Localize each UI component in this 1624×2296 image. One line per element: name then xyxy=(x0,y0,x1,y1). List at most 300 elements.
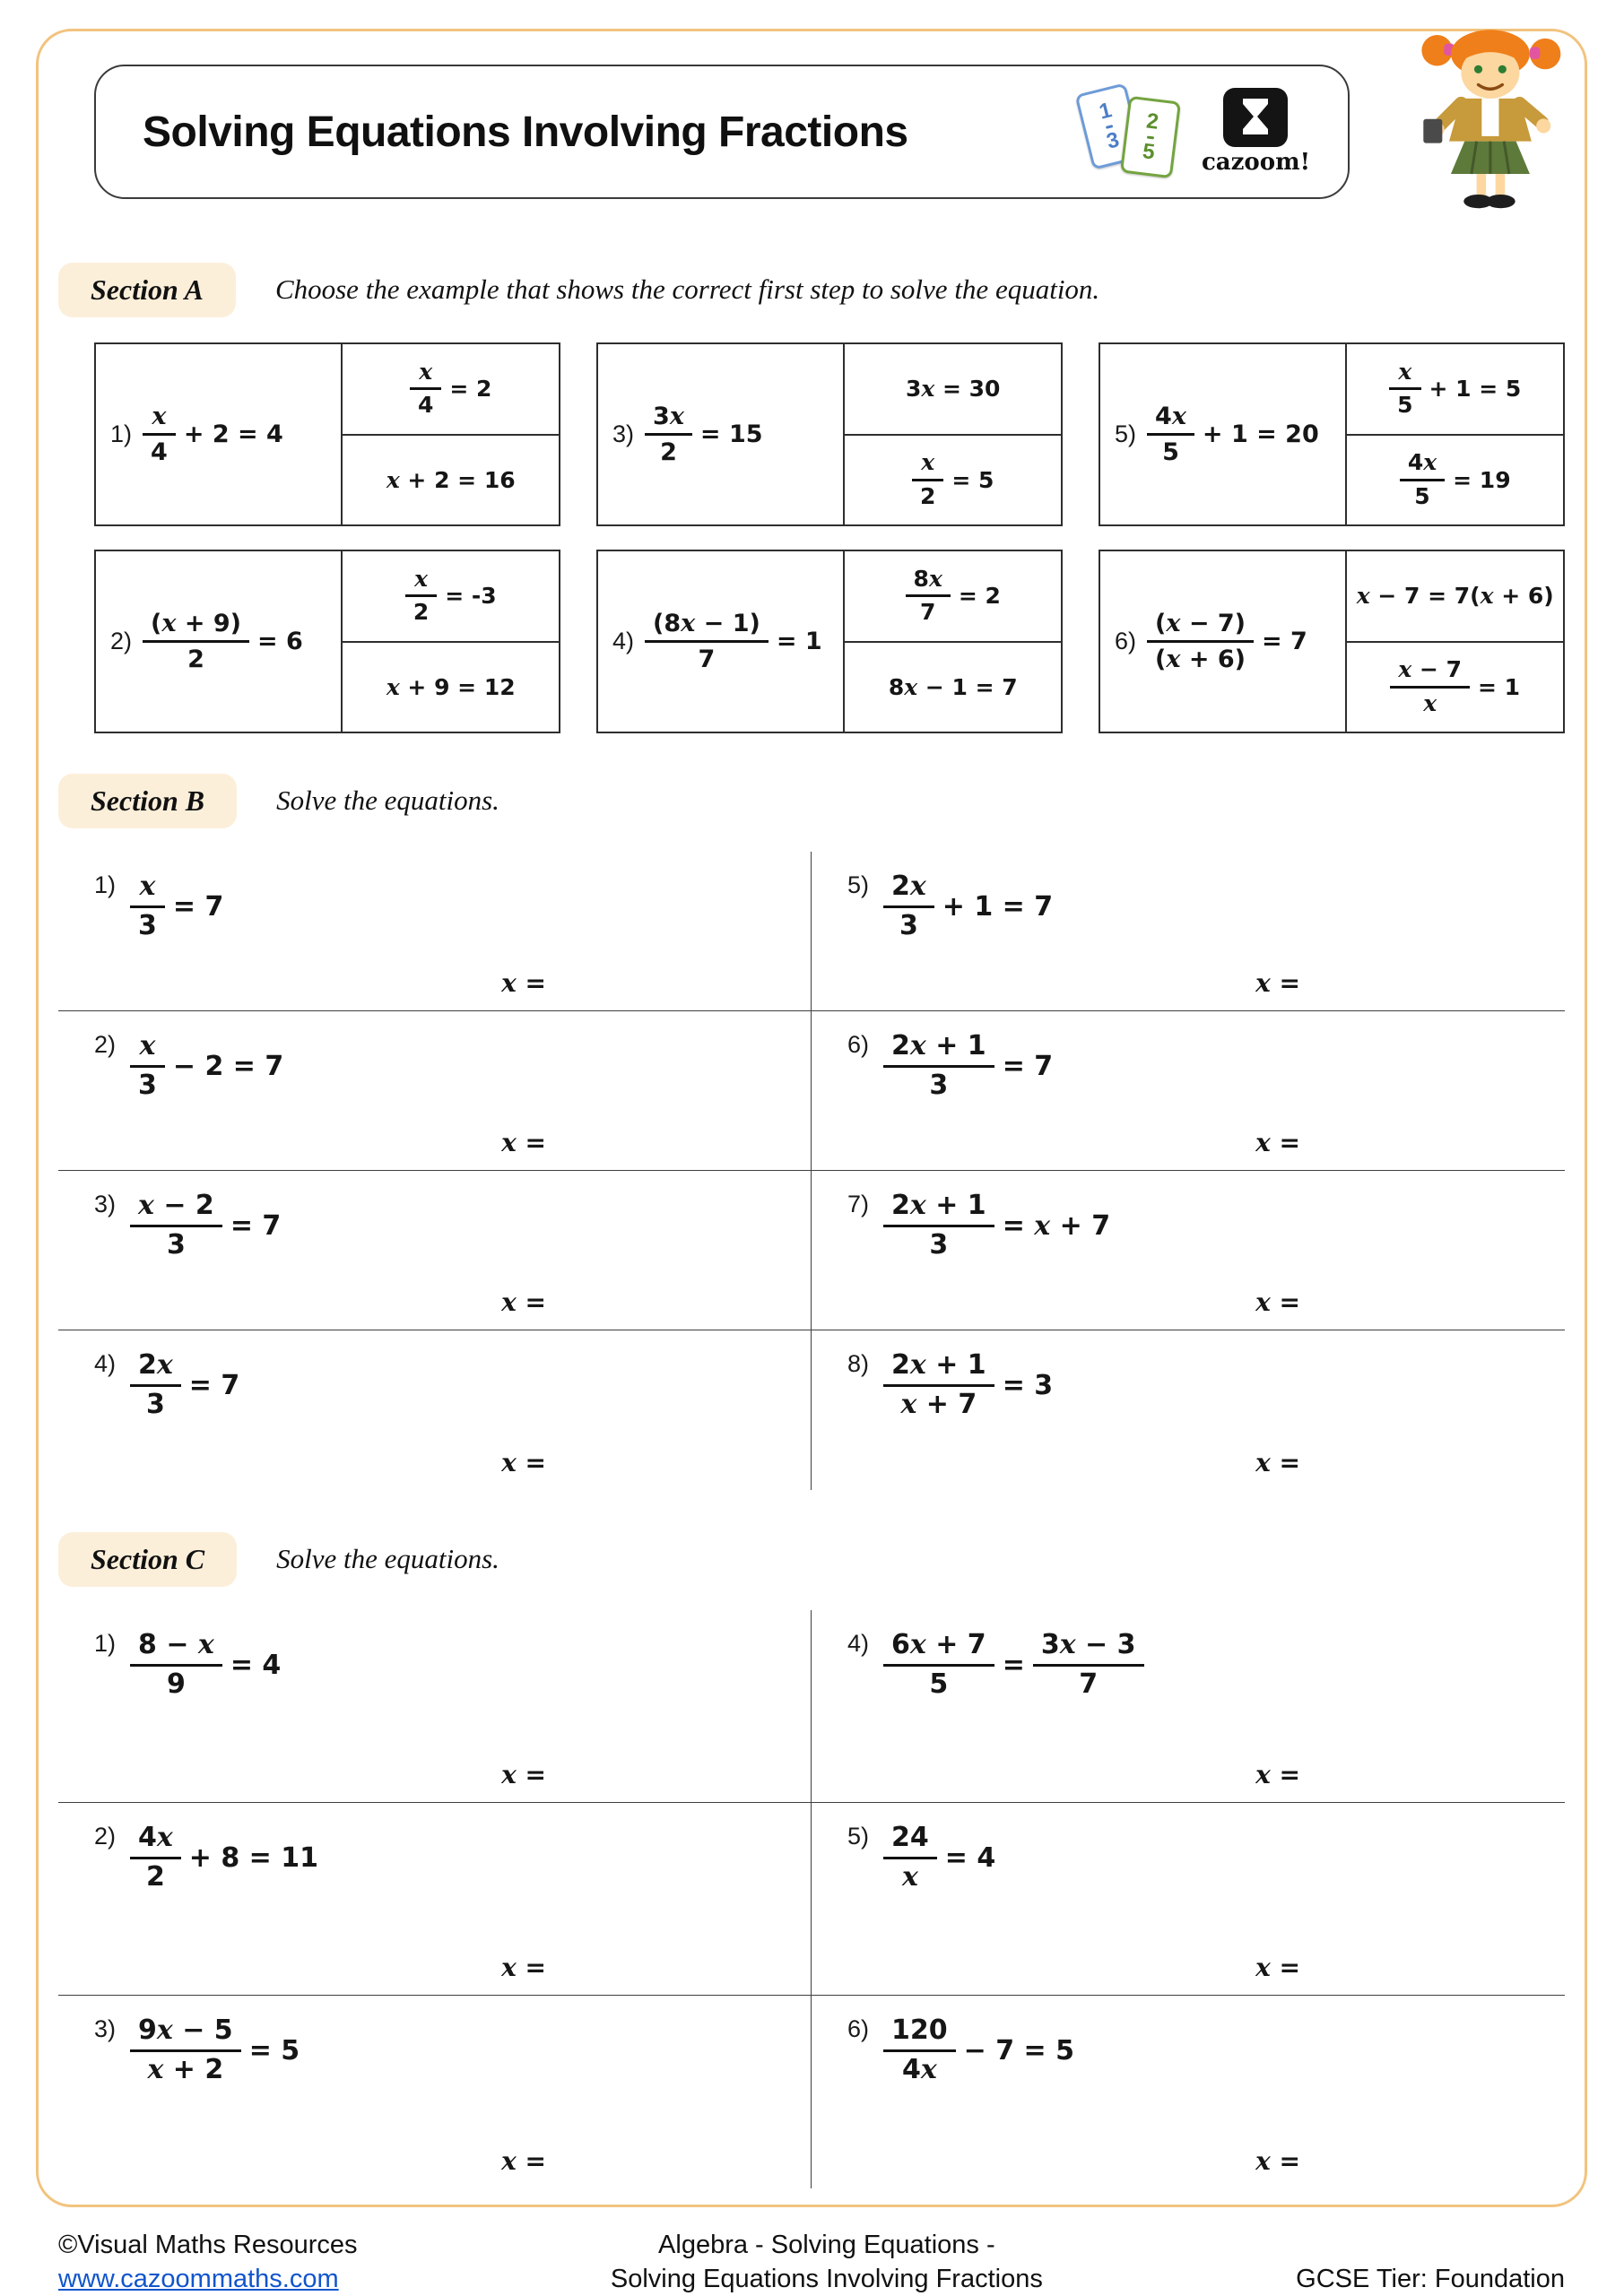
problem-equation xyxy=(883,1350,1053,1420)
math-text: x = xyxy=(1255,1760,1300,1789)
fraction-denominator: 4 xyxy=(151,438,168,466)
math-text: = 2 xyxy=(449,376,492,403)
solve-problem xyxy=(58,1330,812,1490)
fraction xyxy=(912,450,943,510)
math-text: = 5 xyxy=(951,466,994,493)
math-text: = 7 xyxy=(188,1369,240,1401)
problem-equation xyxy=(143,610,303,673)
fraction-numerator: 2x + 1 xyxy=(883,1191,994,1227)
section-b-header xyxy=(58,773,1565,828)
answer-blank xyxy=(94,1448,802,1477)
section-c xyxy=(58,1531,1565,2188)
solve-problem xyxy=(812,1171,1565,1330)
solve-problem xyxy=(812,1330,1565,1490)
answer-label xyxy=(501,1128,546,1157)
fraction-denominator: x + 2 xyxy=(147,2053,224,2085)
problem-statement xyxy=(1100,551,1345,732)
fraction-denominator: (x + 6) xyxy=(1155,645,1246,673)
problem-number: 7) xyxy=(847,1191,870,1217)
fraction-denominator: 7 xyxy=(1079,1668,1099,1700)
answer-label xyxy=(1255,1287,1300,1317)
fraction xyxy=(645,610,769,673)
fraction-denominator: 5 xyxy=(1162,438,1179,466)
answer-blank xyxy=(847,1760,1556,1789)
choice-problem xyxy=(1099,342,1565,526)
answer-blank xyxy=(94,1760,802,1789)
math-text: = x + 7 xyxy=(1002,1209,1111,1242)
answer-blank xyxy=(847,968,1556,998)
fraction xyxy=(1389,360,1420,420)
math-text: = 7 xyxy=(172,890,224,923)
problem-number: 2) xyxy=(94,1031,117,1058)
problem-equation xyxy=(883,2015,1074,2085)
fraction-numerator: x − 7 xyxy=(1390,657,1470,689)
problem-number: 2) xyxy=(110,628,133,654)
fraction xyxy=(130,871,165,941)
math-text: = 19 xyxy=(1453,466,1511,493)
fraction-denominator: 2 xyxy=(920,482,936,509)
answer-options xyxy=(341,344,559,524)
card1-numerator: 1 xyxy=(1096,98,1115,125)
fraction-denominator: 2 xyxy=(187,645,204,673)
problem-equation xyxy=(130,1191,281,1261)
problem-statement xyxy=(94,868,802,941)
fraction xyxy=(405,567,437,627)
card1-denominator: 3 xyxy=(1104,126,1122,154)
fraction-denominator: x xyxy=(901,1860,918,1893)
math-text: = 7 xyxy=(1262,628,1307,655)
problem-statement xyxy=(94,1027,802,1101)
problem-equation xyxy=(130,871,223,941)
answer-option xyxy=(1347,551,1563,641)
fraction-numerator: x xyxy=(143,403,176,436)
option-equation xyxy=(1357,583,1554,609)
math-text: = 2 xyxy=(958,583,1001,610)
problem-number: 3) xyxy=(94,2015,117,2042)
problem-equation xyxy=(130,1350,239,1420)
fraction-numerator: 3x − 3 xyxy=(1033,1630,1144,1667)
solve-problem xyxy=(812,852,1565,1011)
problem-equation xyxy=(883,1823,995,1893)
fraction xyxy=(143,610,249,673)
math-text: 3x = 30 xyxy=(905,376,1001,403)
answer-label xyxy=(501,1953,546,1982)
math-text: = 1 xyxy=(1478,673,1521,700)
fraction-denominator: 3 xyxy=(929,1069,949,1101)
answer-option xyxy=(845,551,1061,641)
answer-option xyxy=(1347,641,1563,732)
answer-label xyxy=(1255,2146,1300,2176)
cazoom-logo xyxy=(1202,88,1310,176)
choice-problem xyxy=(94,550,560,733)
solve-problem xyxy=(58,1011,812,1171)
math-text: = xyxy=(1002,1649,1025,1681)
problem-equation xyxy=(130,1630,281,1700)
answer-label xyxy=(1255,1953,1300,1982)
math-text: x − 7 = 7(x + 6) xyxy=(1356,583,1554,610)
problem-statement xyxy=(1100,344,1345,524)
footer-center xyxy=(611,2229,1043,2296)
solve-problem xyxy=(812,1803,1565,1996)
fraction xyxy=(1147,610,1254,673)
fraction-numerator: 2x + 1 xyxy=(883,1031,994,1068)
problem-equation xyxy=(130,1823,318,1893)
problem-number: 3) xyxy=(612,420,635,447)
fraction-numerator: x − 2 xyxy=(130,1191,222,1227)
problem-statement xyxy=(94,2012,802,2085)
choice-problem xyxy=(1099,550,1565,733)
problem-equation xyxy=(883,871,1053,941)
cazoom-logo-text: cazoom! xyxy=(1201,149,1310,176)
solve-problem xyxy=(812,1011,1565,1171)
solve-problem xyxy=(812,1610,1565,1803)
fraction-numerator: 24 xyxy=(883,1823,937,1859)
cazoom-logo-icon xyxy=(1223,88,1288,147)
fraction xyxy=(883,2015,956,2085)
math-text: + 2 = 4 xyxy=(183,420,283,448)
problem-number: 1) xyxy=(94,1630,117,1657)
math-text: x = xyxy=(1255,968,1300,998)
problem-equation xyxy=(645,403,763,466)
fraction xyxy=(883,1630,994,1700)
math-text: = 7 xyxy=(230,1209,282,1242)
section-b-problem-grid xyxy=(58,852,1565,1490)
option-equation xyxy=(405,567,497,627)
section-b-label: Section B xyxy=(58,774,237,828)
math-text: − 2 = 7 xyxy=(172,1050,284,1082)
math-text: = 4 xyxy=(230,1649,282,1681)
problem-statement xyxy=(847,868,1556,941)
answer-option xyxy=(343,551,559,641)
problem-statement xyxy=(94,1187,802,1261)
footer-left xyxy=(58,2229,358,2296)
title-icons xyxy=(1083,88,1310,176)
fraction-numerator: x xyxy=(410,360,441,391)
math-text: = 15 xyxy=(699,420,763,448)
problem-number: 6) xyxy=(847,1031,870,1058)
fraction-denominator: 2 xyxy=(413,599,430,626)
answer-blank xyxy=(94,1128,802,1157)
fraction-denominator: 5 xyxy=(929,1668,949,1700)
problem-number: 5) xyxy=(847,1823,870,1850)
section-b-instruction: Solve the equations. xyxy=(276,784,499,816)
math-text: = -3 xyxy=(445,583,497,610)
answer-options xyxy=(843,551,1061,732)
problem-statement xyxy=(847,1626,1556,1700)
fraction xyxy=(883,1191,994,1261)
fraction xyxy=(883,871,934,941)
answer-blank xyxy=(847,1128,1556,1157)
section-b xyxy=(58,773,1565,1490)
problem-statement xyxy=(847,1027,1556,1101)
problem-statement xyxy=(96,551,341,732)
solve-problem xyxy=(812,1996,1565,2188)
answer-blank xyxy=(94,1287,802,1317)
answer-label xyxy=(1255,1128,1300,1157)
copyright-text: ©Visual Maths Resources xyxy=(58,2231,358,2259)
problem-number: 3) xyxy=(94,1191,117,1217)
footer xyxy=(58,2229,1565,2296)
section-a xyxy=(58,262,1565,733)
footer-topic-line2: Solving Equations Involving Fractions xyxy=(610,2264,1043,2293)
answer-options xyxy=(1345,344,1563,524)
math-text: x = xyxy=(501,2146,546,2176)
answer-options xyxy=(843,344,1061,524)
fraction-denominator: 3 xyxy=(929,1228,949,1261)
fraction xyxy=(143,403,176,466)
math-text: x = xyxy=(1255,1448,1300,1477)
fraction-denominator: 4 xyxy=(418,392,434,419)
answer-option xyxy=(343,434,559,525)
problem-statement xyxy=(96,344,341,524)
fraction-numerator: (x + 9) xyxy=(143,610,249,643)
option-equation xyxy=(1400,450,1511,510)
page-title: Solving Equations Involving Fractions xyxy=(143,108,908,156)
fraction-numerator: 8 − x xyxy=(130,1630,222,1667)
fraction-numerator: 2x xyxy=(883,871,934,908)
answer-blank xyxy=(847,2146,1556,2176)
math-text: + 1 = 7 xyxy=(942,890,1054,923)
problem-number: 6) xyxy=(847,2015,870,2042)
math-text: x + 2 = 16 xyxy=(386,466,516,493)
fraction xyxy=(130,1031,165,1101)
section-a-problem-grid xyxy=(94,342,1565,733)
fraction-numerator: x xyxy=(912,450,943,481)
answer-options xyxy=(341,551,559,732)
fraction xyxy=(410,360,441,420)
fraction xyxy=(883,1031,994,1101)
fraction-numerator: 8x xyxy=(906,567,951,598)
problem-statement xyxy=(847,2012,1556,2085)
fraction xyxy=(130,1823,181,1893)
fraction-numerator: 4x xyxy=(1147,403,1194,436)
answer-label xyxy=(501,1448,546,1477)
problem-number: 5) xyxy=(1115,420,1137,447)
solve-problem xyxy=(58,1803,812,1996)
math-text: = 7 xyxy=(1002,1050,1054,1082)
title-box xyxy=(94,65,1350,199)
problem-statement xyxy=(598,551,843,732)
math-text: x = xyxy=(1255,1128,1300,1157)
answer-option xyxy=(845,434,1061,525)
answer-label xyxy=(501,1287,546,1317)
option-equation xyxy=(1389,360,1521,420)
answer-option xyxy=(1347,434,1563,525)
problem-number: 4) xyxy=(94,1350,117,1377)
fraction-denominator: 3 xyxy=(138,1069,157,1101)
fraction-numerator: 6x + 7 xyxy=(883,1630,994,1667)
problem-equation xyxy=(1147,403,1319,466)
fraction-numerator: 120 xyxy=(883,2015,956,2052)
answer-option xyxy=(343,641,559,732)
fraction-denominator: 9 xyxy=(166,1668,186,1700)
problem-number: 1) xyxy=(110,420,133,447)
math-text: 8x − 1 = 7 xyxy=(888,673,1018,700)
fraction xyxy=(1033,1630,1144,1700)
math-text: = 3 xyxy=(1002,1369,1054,1401)
answer-label xyxy=(501,1760,546,1789)
option-equation xyxy=(889,674,1018,700)
problem-equation xyxy=(1147,610,1307,673)
answer-label xyxy=(501,968,546,998)
problem-statement xyxy=(94,1626,802,1700)
math-text: = 4 xyxy=(944,1841,996,1874)
fraction xyxy=(130,2015,241,2085)
fraction xyxy=(130,1630,222,1700)
answer-option xyxy=(343,344,559,434)
math-text: x = xyxy=(501,1760,546,1789)
fraction-denominator: 3 xyxy=(138,909,157,941)
answer-label xyxy=(501,2146,546,2176)
fraction-denominator: 4x xyxy=(901,2053,937,2085)
option-equation xyxy=(912,450,994,510)
problem-statement xyxy=(847,1819,1556,1893)
problem-equation xyxy=(883,1630,1143,1700)
math-text: + 8 = 11 xyxy=(188,1841,319,1874)
problem-statement xyxy=(847,1347,1556,1420)
fraction xyxy=(906,567,951,627)
answer-label xyxy=(1255,1760,1300,1789)
fraction-numerator: x xyxy=(405,567,437,598)
fraction-numerator: 9x − 5 xyxy=(130,2015,241,2052)
fraction xyxy=(1390,657,1470,717)
option-equation xyxy=(906,567,1001,627)
option-equation xyxy=(1390,657,1520,717)
answer-blank xyxy=(94,2146,802,2176)
math-text: + 1 = 20 xyxy=(1202,420,1319,448)
math-text: x = xyxy=(1255,2146,1300,2176)
fraction-numerator: 4x xyxy=(130,1823,181,1859)
footer-topic-line1: Algebra - Solving Equations - xyxy=(658,2231,995,2259)
section-a-label: Section A xyxy=(58,263,236,317)
fraction-denominator: x + 7 xyxy=(900,1388,977,1420)
math-text: x = xyxy=(501,1128,546,1157)
math-text: x + 9 = 12 xyxy=(386,673,516,700)
math-text: = 6 xyxy=(257,628,303,655)
fraction-numerator: 3x xyxy=(645,403,692,436)
solve-problem xyxy=(58,1996,812,2188)
website-link[interactable]: www.cazoommaths.com xyxy=(58,2264,339,2293)
answer-blank xyxy=(847,1953,1556,1982)
math-text: x = xyxy=(501,1448,546,1477)
problem-equation xyxy=(645,610,822,673)
fraction-numerator: 4x xyxy=(1400,450,1445,481)
problem-equation xyxy=(883,1031,1053,1101)
problem-equation xyxy=(143,403,283,466)
solve-problem xyxy=(58,1610,812,1803)
fraction xyxy=(1147,403,1194,466)
answer-option xyxy=(845,641,1061,732)
problem-number: 4) xyxy=(612,628,635,654)
choice-problem xyxy=(94,342,560,526)
card2-numerator: 2 xyxy=(1144,108,1160,134)
problem-number: 5) xyxy=(847,871,870,898)
choice-problem xyxy=(596,550,1063,733)
math-text: x = xyxy=(1255,1953,1300,1982)
fraction-denominator: 5 xyxy=(1414,482,1430,509)
answer-label xyxy=(1255,1448,1300,1477)
fraction xyxy=(883,1823,937,1893)
fraction-numerator: x xyxy=(1389,360,1420,391)
answer-blank xyxy=(847,1287,1556,1317)
problem-number: 4) xyxy=(847,1630,870,1657)
answer-option xyxy=(845,344,1061,434)
choice-problem xyxy=(596,342,1063,526)
fraction-denominator: 7 xyxy=(920,599,936,626)
problem-number: 8) xyxy=(847,1350,870,1377)
math-text: = 1 xyxy=(776,628,822,655)
math-text: x = xyxy=(501,968,546,998)
problem-equation xyxy=(130,2015,300,2085)
problem-statement xyxy=(94,1347,802,1420)
fraction xyxy=(130,1191,222,1261)
problem-statement xyxy=(94,1819,802,1893)
option-equation xyxy=(386,674,516,700)
section-c-instruction: Solve the equations. xyxy=(276,1543,499,1574)
option-equation xyxy=(906,376,1000,402)
math-text: = 5 xyxy=(248,2034,300,2066)
problem-equation xyxy=(883,1191,1110,1261)
problem-statement xyxy=(847,1187,1556,1261)
problem-number: 1) xyxy=(94,871,117,898)
answer-options xyxy=(1345,551,1563,732)
fraction-cards-icon xyxy=(1083,88,1177,176)
tier-text: GCSE Tier: Foundation xyxy=(1296,2265,1565,2294)
fraction xyxy=(130,1350,181,1420)
math-text: − 7 = 5 xyxy=(963,2034,1074,2066)
math-text: x = xyxy=(501,1287,546,1317)
fraction-denominator: 2 xyxy=(660,438,677,466)
fraction-numerator: x xyxy=(130,871,165,908)
fraction-numerator: 2x xyxy=(130,1350,181,1387)
section-c-label: Section C xyxy=(58,1532,237,1587)
problem-number: 2) xyxy=(94,1823,117,1850)
math-text: x = xyxy=(1255,1287,1300,1317)
answer-option xyxy=(1347,344,1563,434)
section-c-problem-grid xyxy=(58,1610,1565,2188)
fraction xyxy=(1400,450,1445,510)
fraction-numerator: (x − 7) xyxy=(1147,610,1254,643)
mascot-girl-illustration xyxy=(1385,16,1592,218)
problem-number: 6) xyxy=(1115,628,1137,654)
option-equation xyxy=(386,467,516,493)
fraction-denominator: 7 xyxy=(698,645,716,673)
fraction xyxy=(645,403,692,466)
fraction-numerator: 2x + 1 xyxy=(883,1350,994,1387)
solve-problem xyxy=(58,1171,812,1330)
fraction-card-two-fifths xyxy=(1120,96,1181,178)
answer-blank xyxy=(847,1448,1556,1477)
fraction-denominator: 2 xyxy=(145,1860,165,1893)
fraction xyxy=(883,1350,994,1420)
fraction-denominator: 3 xyxy=(145,1388,165,1420)
math-text: + 1 = 5 xyxy=(1429,376,1522,403)
answer-blank xyxy=(94,1953,802,1982)
fraction-denominator: 3 xyxy=(166,1228,186,1261)
card2-denominator: 5 xyxy=(1141,138,1157,165)
solve-problem xyxy=(58,852,812,1011)
math-text: x = xyxy=(501,1953,546,1982)
fraction-numerator: x xyxy=(130,1031,165,1068)
option-equation xyxy=(410,360,491,420)
answer-blank xyxy=(94,968,802,998)
section-c-header xyxy=(58,1531,1565,1587)
answer-label xyxy=(1255,968,1300,998)
fraction-numerator: (8x − 1) xyxy=(645,610,769,643)
fraction-denominator: 5 xyxy=(1397,392,1413,419)
problem-statement xyxy=(598,344,843,524)
fraction-denominator: 3 xyxy=(899,909,918,941)
